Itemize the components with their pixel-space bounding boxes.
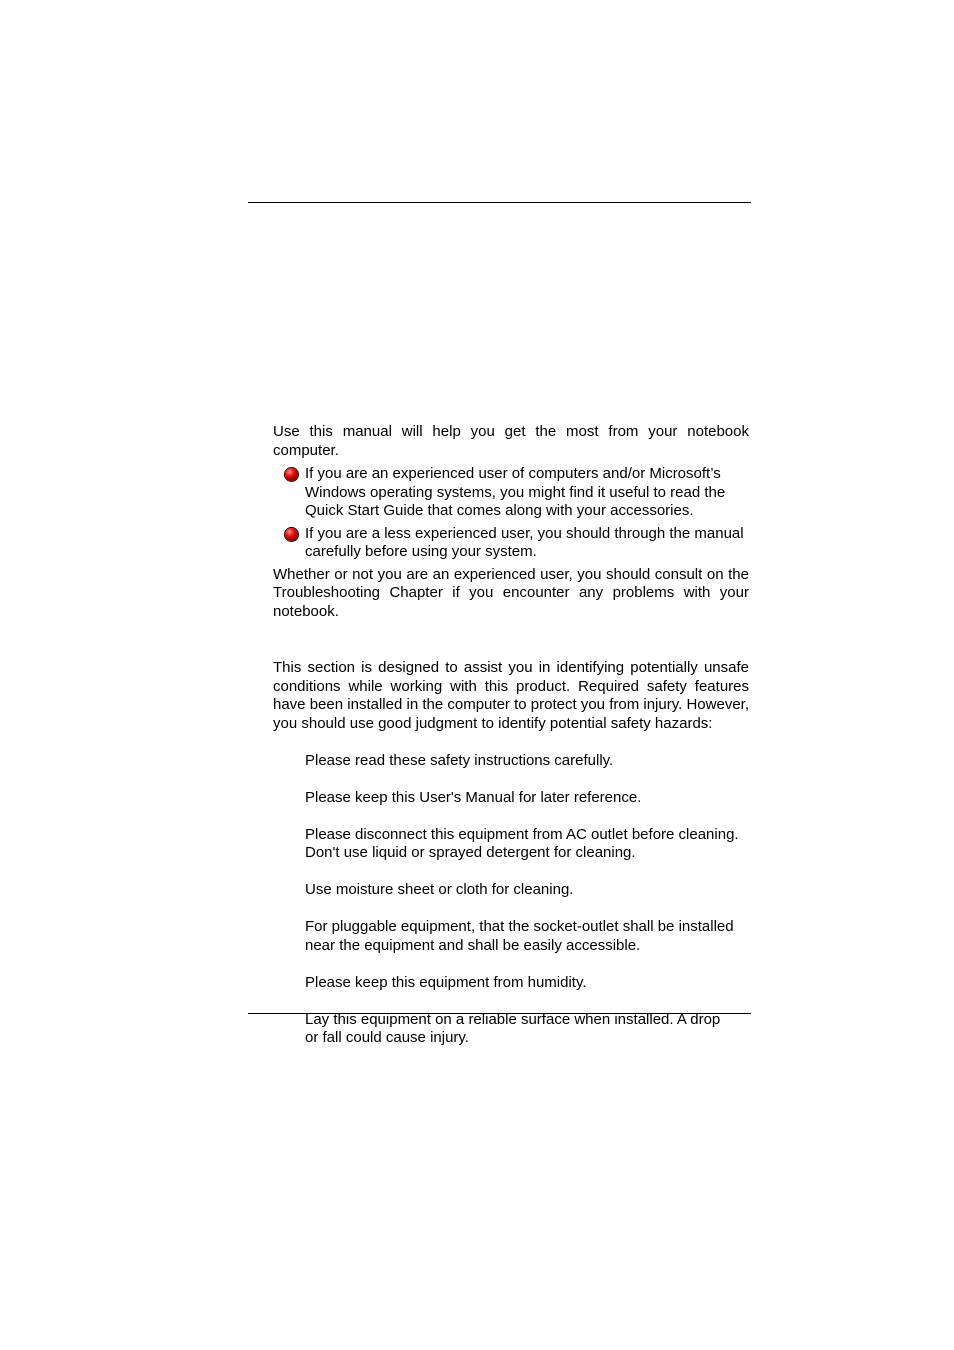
safety-item xyxy=(273,733,749,770)
red-ball-bullet-icon xyxy=(285,468,298,481)
safety-item-text: Please disconnect this equipment from AC outlet before cleaning. Don't use liquid or sprayed detergent for cleaning. xyxy=(305,825,739,861)
footer-rule xyxy=(248,1013,751,1014)
safety-item xyxy=(273,807,745,863)
red-ball-bullet-icon xyxy=(285,528,298,541)
safety-item-text: Please keep this User's Manual for later reference. xyxy=(305,788,642,806)
list-item xyxy=(273,465,749,521)
intro-bullet-list xyxy=(273,465,749,562)
safety-item xyxy=(273,770,749,807)
intro-paragraph: Use this manual will help you get the most from your notebook computer. xyxy=(273,423,749,459)
safety-item-text: Use moisture sheet or cloth for cleaning. xyxy=(305,881,574,898)
safety-item xyxy=(273,863,749,900)
section-spacer xyxy=(273,621,749,659)
page-content xyxy=(273,423,749,1048)
safety-item xyxy=(273,955,749,992)
bullet-text: If you are a less experienced user, you should through the manual carefully before using your system. xyxy=(305,524,744,560)
list-item xyxy=(273,525,749,562)
safety-item-text: Lay this equipment on a reliable surface when installed. A drop or fall could cause injury. xyxy=(305,1010,721,1046)
safety-paragraph: This section is designed to assist you in identifying potentially unsafe conditions while working with this product. Required safety features have been installed in the computer to protect you from injury. However, you should use good judgment to identify potential safety hazards: xyxy=(273,659,749,732)
safety-item xyxy=(273,900,745,956)
safety-instruction-list xyxy=(273,733,749,1048)
safety-item-text: Please keep this equipment from humidity. xyxy=(305,973,587,991)
bullet-text: If you are an experienced user of computers and/or Microsoft’s Windows operating systems, you might find it useful to read the Quick Start Guide that comes along with your accessories. xyxy=(305,465,726,519)
safety-item xyxy=(273,992,735,1048)
intro-closing-paragraph: Whether or not you are an experienced user, you should consult on the Troubleshooting Chapter if you encounter any problems with your notebook. xyxy=(273,565,749,620)
safety-item-text: For pluggable equipment, that the socket-outlet shall be installed near the equipment and shall be easily accessible. xyxy=(305,918,734,954)
safety-item-text: Please read these safety instructions carefully. xyxy=(305,751,614,769)
header-rule xyxy=(248,202,751,203)
